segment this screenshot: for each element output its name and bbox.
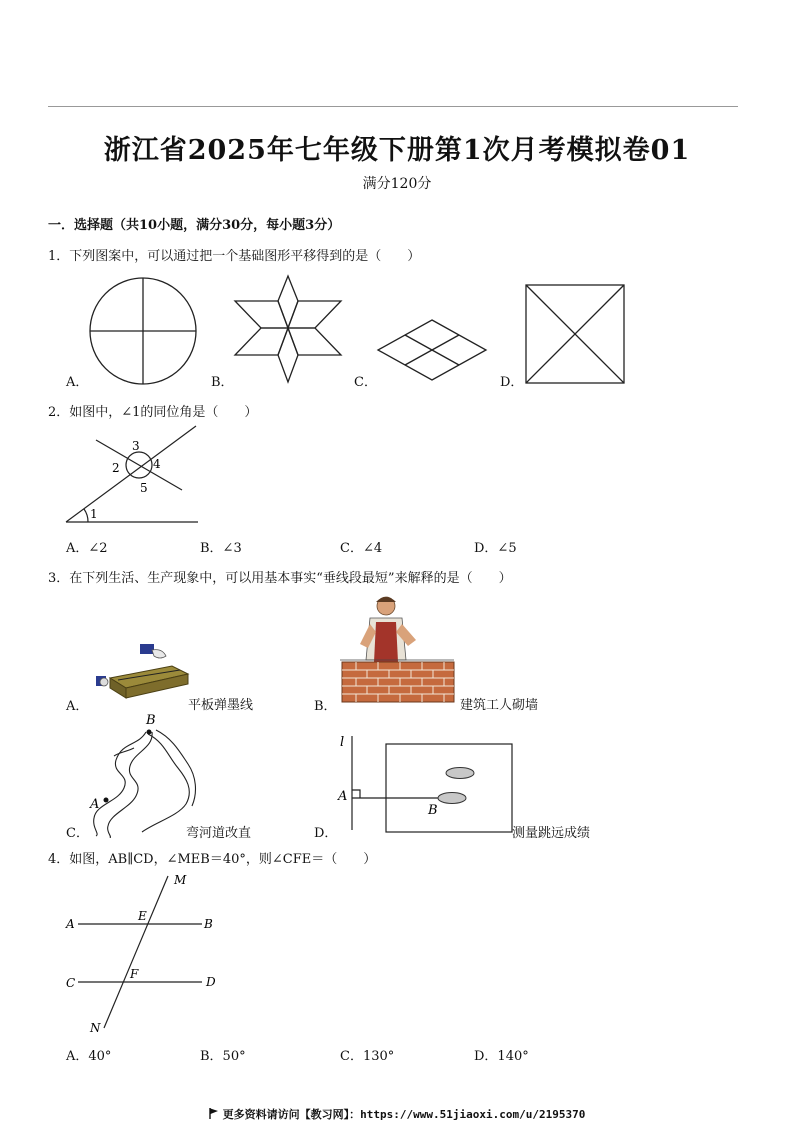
q1-figure-b-star (233, 274, 343, 384)
q4-label-d: D (206, 975, 216, 989)
q2-option-b: B．∠3 (200, 541, 242, 556)
q2-label-2: 2 (112, 461, 120, 475)
q3-caption-c: 弯河道改直 (186, 826, 252, 841)
q3-bricklayer-image (336, 594, 458, 706)
q1-option-d: D． (500, 375, 524, 390)
q4-label-e: E (138, 909, 147, 923)
q3-jump-label-l: l (340, 735, 345, 750)
q3-long-jump-image (332, 730, 518, 836)
q3-option-c: C． (66, 826, 89, 841)
q4-stem: 4．如图，AB∥CD，∠MEB＝40°，则∠CFE＝（ ） (48, 852, 377, 867)
flag-icon (209, 1108, 219, 1119)
q4-label-m: M (174, 873, 187, 887)
q2-option-c: C．∠4 (340, 541, 383, 556)
q1-option-b: B． (211, 375, 234, 390)
q3-option-b: B． (314, 699, 337, 714)
q1-option-a: A． (66, 375, 89, 390)
footer-text: 更多资料请访问【教习网】：https://www.51jiaoxi.com/u/2195370 (222, 1108, 586, 1121)
q3-river-image (86, 712, 198, 838)
q1-stem: 1．下列图案中，可以通过把一个基础图形平移得到的是（ ） (48, 249, 421, 264)
q4-option-d: D．140° (474, 1049, 529, 1064)
q3-river-label-b: B (146, 713, 156, 728)
section-heading: 一．选择题（共10小题，满分30分，每小题3分） (48, 218, 341, 233)
q3-jump-label-a: A (338, 789, 348, 804)
q4-option-b: B．50° (200, 1049, 246, 1064)
q3-caption-a: 平板弹墨线 (188, 698, 254, 713)
q2-label-1: 1 (90, 507, 98, 521)
q3-caption-b: 建筑工人砌墙 (460, 698, 539, 713)
q1-option-c: C． (354, 375, 377, 390)
q4-label-f: F (130, 967, 139, 981)
q1-figure-a-circle (88, 276, 198, 386)
q2-label-5: 5 (140, 481, 148, 495)
footer-link[interactable] (0, 1106, 794, 1122)
q3-stem: 3．在下列生活、生产现象中，可以用基本事实“垂线段最短”来解释的是（ ） (48, 571, 512, 586)
q2-label-4: 4 (153, 457, 161, 471)
q4-option-c: C．130° (340, 1049, 395, 1064)
page-title: 浙江省2025年七年级下册第1次月考模拟卷01 (103, 135, 691, 166)
q2-label-3: 3 (132, 439, 140, 453)
q2-angle-figure (62, 424, 202, 526)
page-subtitle: 满分120分 (362, 176, 432, 192)
q2-stem: 2．如图中，∠1的同位角是（ ） (48, 405, 258, 420)
q3-option-d: D． (314, 826, 338, 841)
q3-chalk-line-image (90, 640, 190, 700)
q3-river-label-a: A (90, 797, 100, 812)
q3-jump-label-b: B (428, 803, 438, 818)
q3-caption-d: 测量跳远成绩 (512, 826, 591, 841)
q1-figure-c-rhombus (376, 318, 488, 382)
header-rule (48, 106, 738, 107)
q4-label-a: A (66, 917, 75, 931)
q4-option-a: A．40° (66, 1049, 112, 1064)
q4-parallel-lines-figure (62, 870, 222, 1036)
q2-option-a: A．∠2 (66, 541, 108, 556)
q2-option-d: D．∠5 (474, 541, 517, 556)
q4-label-c: C (66, 976, 76, 990)
q4-label-b: B (204, 917, 213, 931)
q3-option-a: A． (66, 699, 89, 714)
q4-label-n: N (90, 1021, 101, 1035)
q1-figure-d-square (524, 283, 626, 385)
